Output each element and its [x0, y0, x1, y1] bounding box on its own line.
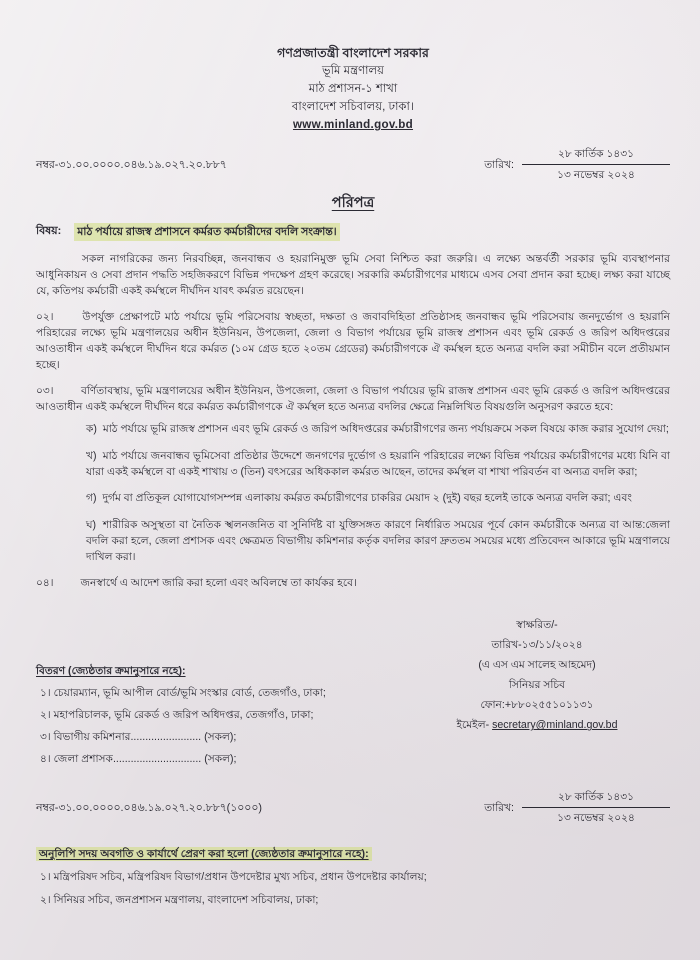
- clause-kha-text: মাঠ পর্যায়ে জনবান্ধব ভূমিসেবা প্রতিষ্ঠার উদ্দেশে জনগণের দুর্ভোগ ও হয়রানি পরিহারের লক্ষ্যে বিভিন্ন পর্যায়ের কর্মচারীগণের মধ্যে যিনি বা যারা একই কর্মস্থলে বা একই শাখায় ৩ (তিন) বৎসরের অধিককাল কর্মরত আছেন, তাদের কর্মস্থল বা শাখা পরিবর্তন বা অন্যত্র বদলি করা;: [86, 449, 670, 478]
- copy-item: ১। মন্ত্রিপরিষদ সচিব, মন্ত্রিপরিষদ বিভাগ/প্রধান উপদেষ্টার মুখ্য সচিব, প্রধান উপদেষ্টার কার্যালয়;: [40, 871, 427, 884]
- ministry-name: ভূমি মন্ত্রণালয়: [322, 64, 384, 77]
- memo-number: নম্বর-৩১.০০.০০০০.০৪৬.১৯.০২৭.২০.৮৮৭: [36, 158, 227, 171]
- paragraph-02-number: ০২।: [36, 311, 54, 323]
- clause-ga-text: দুর্গম বা প্রতিকূল যোগাযোগসম্পন্ন এলাকায় কর্মরত কর্মচারীগণের চাকরির মেয়াদ ২ (দুই) বছর হলেই তাকে অন্যত্র বদলি করা; এবং: [102, 492, 632, 505]
- subject-row: [36, 223, 670, 241]
- date-stack: [522, 146, 670, 183]
- distribution-item: ৩। বিভাগীয় কমিশনার........................ (সকল);: [40, 731, 237, 744]
- intro-paragraph: সকল নাগরিকের জন্য নিরবচ্ছিন্ন, জনবান্ধব ও হয়রানিমুক্ত ভূমি সেবা নিশ্চিত করা জরুরি। এ লক্ষ্যে অন্তর্বর্তী সরকার ভূমি ব্যবস্থাপনার আধুনিকায়ন ও সেবা প্রদান পদ্ধতি সহজিকরণে বিভিন্ন পদক্ষেপ গ্রহণ করেছে। সরকারি কর্মচারীগণের মাধ্যমে এসব সেবা প্রদান করা হচ্ছে। লক্ষ্য করা যাচ্ছে যে, কতিপয় কর্মচারী একই কর্মস্থলে দীর্ঘদিন যাবৎ কর্মরত রয়েছেন।: [36, 253, 670, 297]
- clause-gha-label: ঘ): [86, 518, 97, 531]
- distribution-item: ২। মহাপরিচালক, ভূমি রেকর্ড ও জরিপ অধিদপ্তর, তেজগাঁও, ঢাকা;: [40, 709, 314, 722]
- signature-phone: ফোন:+৮৮০২৫৫১০১১৩১: [480, 699, 594, 712]
- clause-item-ka: [86, 421, 670, 437]
- clause-ka-label: ক): [86, 423, 97, 435]
- copies-section: [36, 846, 670, 908]
- subject-label: বিষয়:: [36, 225, 62, 237]
- copies-heading: অনুলিপি সদয় অবগতি ও কার্যার্থে প্রেরণ করা হলো (জ্যেষ্ঠতার ক্রমানুসারে নহে):: [36, 847, 372, 861]
- paragraph-04: [36, 575, 670, 591]
- website-link[interactable]: www.minland.gov.bd: [292, 118, 414, 131]
- document-title: পরিপত্র: [331, 195, 375, 211]
- clause-list: [86, 421, 670, 565]
- paragraph-03-text: বর্ণিতাবস্থায়, ভূমি মন্ত্রণালয়ের অধীন ইউনিয়ন, উপজেলা, জেলা ও বিভাগ পর্যায়ের ভূমি রাজস্ব প্রশাসন এবং ভূমি রেকর্ড ও জরিপ অধিদপ্তরের আওতাধীন একই কর্মস্থলে দীর্ঘদিন ধরে কর্মরত কর্মচারীগণকে ঐ কর্মস্থল হতে অন্যত্র বদলির ক্ষেত্রে নিম্নলিখিত বিষয়গুলি অনুসরণ করতে হবে:: [36, 385, 670, 413]
- memo-number-2: নম্বর-৩১.০০.০০০০.০৪৬.১৯.০২৭.২০.৮৮৭(১০০০): [36, 801, 262, 814]
- clause-item-gha: [86, 517, 670, 565]
- paragraph-02-text: উপর্যুক্ত প্রেক্ষাপটে মাঠ পর্যায়ে ভূমি পরিসেবায় স্বচ্ছতা, দক্ষতা ও জবাবদিহিতা প্রতিষ্ঠাসহ জনবান্ধব ভূমি পরিসেবায় জনদুর্ভোগ ও হয়রানি পরিহারের লক্ষ্যে ভূমি মন্ত্রণালয়ের অধীন ইউনিয়ন, উপজেলা, জেলা ও বিভাগ পর্যায়ের ভূমি রাজস্ব প্রশাসন এবং ভূমি রেকর্ড ও জরিপ অধিদপ্তরের আওতাধীন একই কর্মস্থলে দীর্ঘদিন ধরে কর্মরত (১০ম গ্রেড হতে ২০তম গ্রেডের) কর্মচারীগণকে ঐ কর্মস্থল হতে অন্যত্র বদলি করা সমীচীন বলে প্রতীয়মান হচ্ছে।: [36, 311, 670, 371]
- distribution-item: ৪। জেলা প্রশাসক.............................. (সকল);: [40, 753, 237, 766]
- distribution-item: ১। চেয়ারম্যান, ভূমি আপীল বোর্ড/ভূমি সংস্কার বোর্ড, তেজগাঁও, ঢাকা;: [40, 687, 326, 700]
- date-bangla-calendar: ২৮ কার্তিক ১৪৩১: [522, 146, 670, 165]
- signature-distribution-row: [36, 603, 670, 767]
- paragraph-04-text: জনস্বার্থে এ আদেশ জারি করা হলো এবং অবিলম্বে তা কার্যকর হবে।: [80, 577, 357, 590]
- distribution-section: [36, 603, 404, 767]
- clause-ka-text: মাঠ পর্যায়ে ভূমি রাজস্ব প্রশাসন এবং ভূমি রেকর্ড ও জরিপ অধিদপ্তরের কর্মচারীগণের জন্য পর্যায়ক্রমে সকল বিষয়ে কাজ করার সুযোগ দেয়া;: [102, 423, 669, 435]
- date-label-2: তারিখ:: [484, 801, 514, 814]
- email-label: ইমেইল-: [456, 719, 490, 732]
- office-address: বাংলাদেশ সচিবালয়, ঢাকা।: [291, 100, 415, 113]
- clause-gha-text: শারীরিক অসুস্থতা বা নৈতিক স্খলনজনিত বা সুনির্দিষ্ট বা যুক্তিসঙ্গত কারণে নির্ধারিত সময়ের পূর্বে কোন কর্মচারীকে অন্যত্র বা আন্ত:জেলা বদলি করা হলে, জেলা প্রশাসক এবং ক্ষেত্রমত বিভাগীয় কমিশনার কর্তৃক বদলির কারণ দ্রুততম সময়ের মধ্যে প্রতিবেদন আকারে ভূমি মন্ত্রণালয়ে দাখিল করা।: [86, 518, 671, 563]
- signature-email-row: [404, 715, 670, 735]
- date-bangla-calendar-2: ২৮ কার্তিক ১৪৩১: [522, 789, 670, 808]
- clause-kha-label: খ): [86, 449, 97, 462]
- signature-name: (এ এস এম সালেহ আহমেদ): [478, 659, 596, 672]
- paragraph-03-number: ০৩।: [36, 385, 54, 397]
- subject-text: মাঠ পর্যায়ে রাজস্ব প্রশাসনে কর্মরত কর্মচারীদের বদলি সংক্রান্ত।: [74, 223, 339, 241]
- signature-block: [404, 603, 670, 735]
- signature-designation: সিনিয়র সচিব: [508, 679, 566, 692]
- distribution-heading: বিতরণ (জ্যেষ্ঠতার ক্রমানুসারে নহে):: [36, 665, 186, 678]
- clause-item-ga: [86, 490, 670, 506]
- signature-date: তারিখ-১৩/১১/২০২৪: [491, 639, 583, 652]
- paragraph-03: [36, 383, 670, 415]
- date-block-2: [484, 789, 670, 826]
- signature-signed: স্বাক্ষরিত/-: [516, 619, 558, 632]
- clause-item-kha: [86, 448, 670, 480]
- paragraph-02: [36, 309, 670, 373]
- copy-item: ২। সিনিয়র সচিব, জনপ্রশাসন মন্ত্রণালয়, বাংলাদেশ সচিবালয়, ঢাকা;: [40, 894, 319, 907]
- date-stack-2: [522, 789, 670, 826]
- date-label: তারিখ:: [484, 158, 514, 171]
- reference-row-1: [36, 146, 670, 183]
- branch-name: মাঠ প্রশাসন-১ শাখা: [308, 82, 398, 95]
- government-name: গণপ্রজাতন্ত্রী বাংলাদেশ সরকার: [277, 46, 429, 60]
- email-link[interactable]: secretary@minland.gov.bd: [492, 719, 618, 732]
- clause-ga-label: গ): [86, 492, 97, 505]
- paragraph-04-number: ০৪।: [36, 577, 54, 590]
- date-gregorian: ১৩ নভেম্বর ২০২৪: [557, 169, 635, 181]
- date-gregorian-2: ১৩ নভেম্বর ২০২৪: [557, 812, 635, 825]
- letterhead: [36, 44, 670, 134]
- reference-row-2: [36, 789, 670, 826]
- date-block: [484, 146, 670, 183]
